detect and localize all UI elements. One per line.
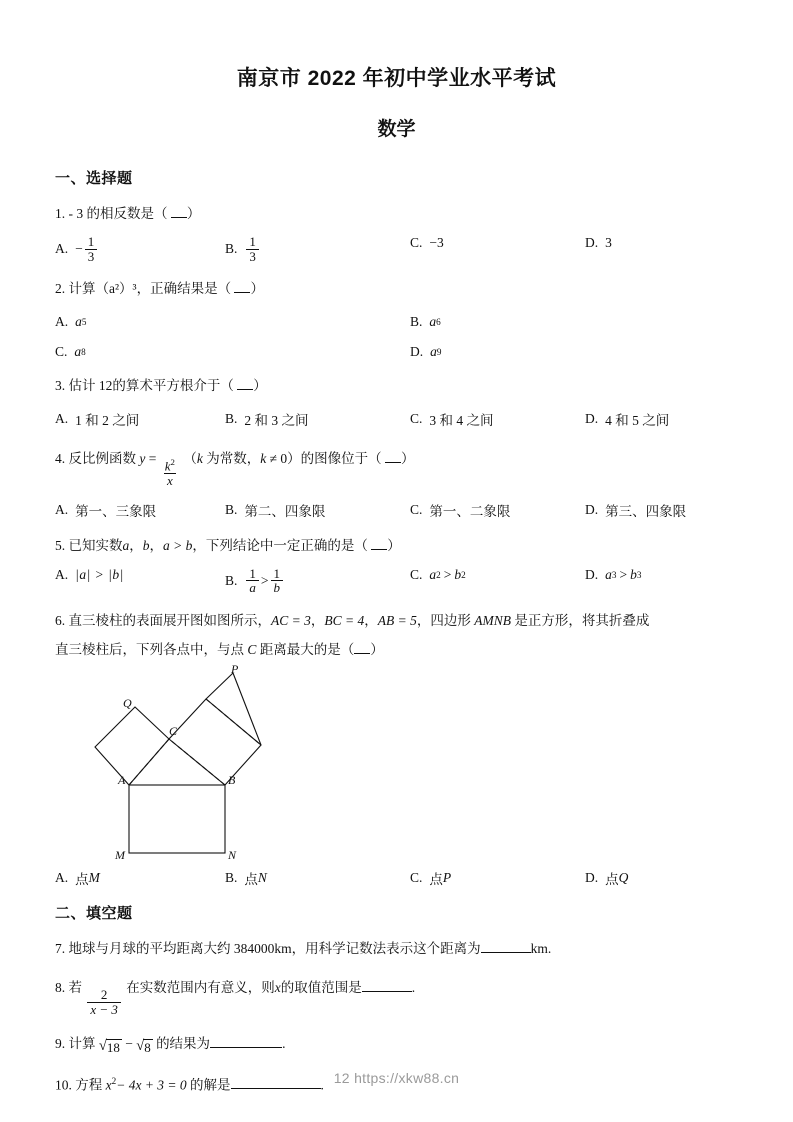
question-9-text-b: 的结果为 bbox=[156, 1036, 211, 1052]
question-7-stem bbox=[55, 939, 738, 960]
option-4-b-value: 第二、四象限 bbox=[244, 503, 326, 519]
option-3-a-value: 1 和 2 之间 bbox=[75, 413, 140, 429]
question-8-text-b: 在实数范围内有意义，则 bbox=[126, 979, 275, 995]
option-5-b-denominator-right: b bbox=[271, 580, 284, 595]
question-2-options-row-1 bbox=[55, 314, 738, 330]
question-5-text-b: ，下列结论中一定正确的是（ bbox=[192, 537, 368, 553]
option-4-c-label: C. bbox=[410, 501, 423, 517]
question-3-number: 3. bbox=[55, 378, 66, 394]
prism-net-svg bbox=[73, 661, 373, 862]
question-4-condition: ≠ 0 bbox=[269, 451, 288, 467]
option-5-d[interactable] bbox=[585, 567, 641, 583]
option-2-d-base: a bbox=[430, 344, 437, 360]
question-8-period: . bbox=[411, 979, 416, 995]
question-2-stem bbox=[55, 279, 738, 300]
option-3-d-value: 4 和 5 之间 bbox=[605, 413, 670, 429]
option-1-b-label: B. bbox=[225, 241, 238, 257]
question-2-number: 2. bbox=[55, 281, 66, 297]
question-5-stem bbox=[55, 536, 738, 557]
question-7-answer-blank[interactable] bbox=[481, 952, 531, 953]
question-5-options bbox=[55, 567, 738, 595]
question-6-ac-length: AC = 3 bbox=[271, 612, 311, 628]
option-2-a-exponent: 5 bbox=[81, 317, 87, 328]
question-5-text-a: 已知实数 bbox=[68, 537, 123, 553]
option-5-b-numerator-left: 1 bbox=[249, 565, 256, 581]
question-4-denominator: x bbox=[164, 473, 176, 488]
option-1-d-value: 3 bbox=[605, 234, 612, 250]
question-6-stem-line-2 bbox=[55, 640, 738, 661]
question-4-numerator-exponent: 2 bbox=[170, 457, 175, 468]
option-2-b-label: B. bbox=[410, 314, 423, 330]
question-1-text-end: ） bbox=[186, 206, 201, 221]
option-1-a-numerator: 1 bbox=[87, 233, 95, 249]
question-5-variable-b: b bbox=[142, 537, 150, 553]
question-4-options bbox=[55, 500, 738, 520]
apex-fold-line bbox=[206, 699, 261, 745]
question-9-radical-1 bbox=[99, 1039, 122, 1056]
option-3-c-label: C. bbox=[410, 411, 423, 427]
option-4-a[interactable] bbox=[55, 500, 225, 520]
question-6-quadrilateral: AMNB bbox=[474, 612, 511, 628]
right-rectangle-face bbox=[169, 699, 261, 785]
option-5-c-right-exponent: 2 bbox=[461, 569, 466, 580]
question-10-period: . bbox=[320, 1077, 324, 1093]
question-6-stem-line-1 bbox=[55, 611, 738, 632]
apex-edge-left bbox=[206, 673, 233, 699]
option-3-d-label: D. bbox=[585, 411, 599, 427]
question-6-bracket-blank bbox=[354, 653, 370, 654]
question-1-bracket-blank bbox=[171, 217, 187, 218]
question-9-minus: − bbox=[125, 1036, 133, 1052]
question-3-options bbox=[55, 409, 738, 429]
option-5-b-fraction-left bbox=[246, 567, 259, 595]
option-4-a-value: 第一、三象限 bbox=[75, 503, 157, 519]
question-4-text-a: 反比例函数 bbox=[68, 451, 136, 467]
question-8-answer-blank[interactable] bbox=[362, 991, 412, 992]
option-2-d[interactable] bbox=[410, 344, 441, 360]
question-3-stem bbox=[55, 376, 738, 397]
prism-net-figure bbox=[73, 661, 738, 862]
option-2-c-base: a bbox=[74, 344, 82, 360]
question-5-text-end: ） bbox=[387, 537, 401, 553]
section-heading-fill: 二、填空题 bbox=[55, 904, 133, 922]
question-10-equation-exponent: 2 bbox=[111, 1075, 117, 1086]
option-2-d-label: D. bbox=[410, 344, 424, 360]
option-1-b-denominator: 3 bbox=[246, 249, 259, 264]
question-10-number: 10. bbox=[55, 1077, 72, 1093]
option-5-c-label: C. bbox=[410, 566, 423, 582]
question-9-radical-2 bbox=[136, 1039, 152, 1056]
option-1-b-fraction bbox=[246, 235, 259, 263]
option-3-c-value: 3 和 4 之间 bbox=[429, 413, 494, 429]
option-4-b-label: B. bbox=[225, 501, 238, 517]
option-6-a[interactable] bbox=[55, 868, 225, 888]
option-1-b[interactable] bbox=[225, 235, 410, 263]
question-4-stem bbox=[55, 449, 738, 488]
question-10-text-b: 的解是 bbox=[190, 1077, 231, 1093]
question-10-equation-rest: − 4x + 3 = 0 bbox=[116, 1077, 187, 1093]
question-5-variable-a: a bbox=[122, 537, 130, 553]
option-2-b-base: a bbox=[429, 314, 437, 330]
question-4-text-c: 为常数， bbox=[206, 451, 261, 467]
question-4-fraction bbox=[162, 458, 178, 488]
option-3-a-label: A. bbox=[55, 411, 69, 427]
question-4-text-b: （ bbox=[183, 451, 197, 467]
question-4-bracket-blank bbox=[385, 462, 401, 463]
question-4-text-e: ）的图像位于（ bbox=[287, 451, 382, 467]
footer-watermark: 12 https://xkw88.cn bbox=[333, 1070, 460, 1086]
question-4-text-end: ） bbox=[401, 451, 415, 467]
question-6-point-c: C bbox=[247, 641, 257, 657]
question-6-number: 6. bbox=[55, 612, 66, 628]
question-7-number: 7. bbox=[55, 940, 66, 956]
figure-label-q: Q bbox=[123, 695, 132, 710]
question-5-number: 5. bbox=[55, 537, 66, 553]
option-2-c-label: C. bbox=[55, 344, 68, 360]
question-9-period: . bbox=[282, 1036, 286, 1052]
question-9-radicand-2: 8 bbox=[144, 1040, 151, 1056]
option-4-a-label: A. bbox=[55, 501, 69, 517]
question-8-variable-x: x bbox=[274, 979, 281, 995]
question-6-text-d: 距离最大的是（ bbox=[259, 641, 355, 657]
option-6-d[interactable] bbox=[585, 868, 628, 888]
option-1-a[interactable] bbox=[55, 235, 225, 263]
figure-label-b: B bbox=[228, 772, 236, 787]
question-10-text-a: 方程 bbox=[75, 1077, 103, 1093]
section-heading-choice: 一、选择题 bbox=[55, 170, 133, 187]
question-6-sep-1: ， bbox=[310, 612, 325, 628]
option-1-d-label: D. bbox=[585, 234, 599, 250]
question-8-number: 8. bbox=[55, 979, 66, 995]
option-1-c[interactable] bbox=[410, 235, 585, 251]
page-title: 南京市 2022 年初中学业水平考试 bbox=[236, 67, 557, 90]
option-5-b-label: B. bbox=[225, 572, 238, 588]
radical-sign-icon-2: √ bbox=[136, 1038, 145, 1055]
option-6-c-point: P bbox=[442, 869, 452, 885]
option-2-b[interactable] bbox=[410, 314, 441, 330]
option-6-a-point: M bbox=[88, 869, 100, 885]
option-2-c[interactable] bbox=[55, 344, 410, 360]
option-2-c-exponent: 8 bbox=[81, 347, 86, 358]
option-2-d-exponent: 9 bbox=[436, 347, 442, 358]
question-9-radicand-1: 18 bbox=[106, 1040, 120, 1056]
option-6-b-label: B. bbox=[225, 869, 238, 885]
option-3-a[interactable] bbox=[55, 409, 225, 429]
question-8-stem bbox=[55, 978, 738, 1017]
option-5-b-fraction-right bbox=[271, 567, 284, 595]
apex-edge-right bbox=[233, 673, 261, 745]
option-5-d-relation: > bbox=[619, 566, 628, 582]
option-6-c-label: C. bbox=[410, 869, 423, 885]
option-1-d[interactable] bbox=[585, 235, 612, 251]
question-4-variable-k: k bbox=[196, 451, 203, 467]
question-9-stem bbox=[55, 1034, 738, 1056]
question-6-text-end: ） bbox=[370, 641, 384, 657]
option-4-d-label: D. bbox=[585, 501, 599, 517]
option-5-d-left-base: a bbox=[605, 566, 612, 582]
question-6-bc-length: BC = 4 bbox=[324, 612, 365, 628]
question-5-bracket-blank bbox=[371, 549, 387, 550]
option-6-b[interactable] bbox=[225, 868, 410, 888]
option-5-c-right-base: b bbox=[454, 566, 462, 582]
option-2-a[interactable] bbox=[55, 314, 410, 330]
option-6-d-point: Q bbox=[618, 869, 629, 885]
figure-label-c: C bbox=[169, 723, 178, 738]
question-9-number: 9. bbox=[55, 1036, 66, 1052]
question-9-answer-blank[interactable] bbox=[210, 1047, 282, 1048]
question-6-options bbox=[55, 868, 738, 888]
option-2-a-base: a bbox=[75, 314, 82, 330]
option-6-c-prefix: 点 bbox=[429, 871, 443, 887]
question-8-numerator: 2 bbox=[100, 987, 108, 1003]
question-4-numerator bbox=[162, 458, 178, 473]
option-5-c-relation: > bbox=[443, 566, 452, 582]
question-5-inequality: a > b bbox=[163, 537, 193, 553]
option-5-d-left-exponent: 3 bbox=[611, 569, 617, 580]
question-4-variable-y: y bbox=[139, 451, 146, 467]
question-2-text: 计算（a²）³，正确结果是（ bbox=[68, 281, 232, 297]
question-3-text: 估计 12的算术平方根介于（ bbox=[68, 378, 234, 394]
option-5-d-right-exponent: 3 bbox=[636, 569, 642, 580]
option-1-c-value: −3 bbox=[429, 234, 444, 250]
question-6-ab-length: AB = 5 bbox=[377, 612, 417, 628]
option-4-d-value: 第三、四象限 bbox=[605, 503, 687, 519]
question-3-bracket-blank bbox=[237, 389, 253, 390]
option-5-a[interactable] bbox=[55, 567, 225, 583]
option-6-c[interactable] bbox=[410, 868, 585, 888]
option-4-c[interactable] bbox=[410, 500, 585, 520]
option-6-a-label: A. bbox=[55, 869, 69, 885]
option-3-b-value: 2 和 3 之间 bbox=[244, 413, 309, 429]
option-5-c-left-base: a bbox=[429, 566, 437, 582]
option-2-b-exponent: 6 bbox=[436, 317, 441, 328]
option-5-b-relation: > bbox=[260, 572, 269, 588]
question-2-text-end: ） bbox=[250, 281, 264, 297]
question-9-text-a: 计算 bbox=[68, 1036, 96, 1052]
option-6-b-prefix: 点 bbox=[244, 871, 258, 887]
option-3-b[interactable] bbox=[225, 409, 410, 429]
option-6-d-label: D. bbox=[585, 869, 599, 885]
figure-label-a: A bbox=[118, 772, 126, 787]
option-5-c-left-exponent: 2 bbox=[436, 569, 441, 580]
question-5-comma-1: ， bbox=[129, 537, 143, 553]
question-1-number: 1. bbox=[55, 206, 66, 221]
option-1-a-sign: − bbox=[75, 241, 83, 257]
option-3-c[interactable] bbox=[410, 409, 585, 429]
figure-label-m: M bbox=[115, 847, 125, 862]
question-6-sep-2: ， bbox=[364, 612, 378, 628]
question-6-text-a: 直三棱柱的表面展开图如图所示， bbox=[68, 612, 271, 628]
question-4-equals: = bbox=[148, 451, 157, 467]
subject-title: 数学 bbox=[377, 119, 416, 140]
question-4-number: 4. bbox=[55, 451, 66, 467]
figure-label-n: N bbox=[228, 847, 237, 862]
question-1-stem bbox=[55, 204, 738, 225]
question-6-text-c: 直三棱柱后，下列各点中，与点 bbox=[55, 641, 244, 657]
option-5-d-right-base: b bbox=[630, 566, 637, 582]
option-3-d[interactable] bbox=[585, 409, 669, 429]
option-5-c[interactable] bbox=[410, 567, 585, 583]
option-6-a-prefix: 点 bbox=[75, 871, 89, 887]
question-2-bracket-blank bbox=[234, 292, 250, 293]
question-1-options bbox=[55, 235, 738, 263]
question-1-text: - 3 的相反数是（ bbox=[68, 206, 168, 221]
option-4-b[interactable] bbox=[225, 500, 410, 520]
question-8-text-c: 的取值范围是 bbox=[280, 979, 362, 995]
figure-label-p: P bbox=[231, 661, 239, 676]
question-4-variable-k2: k bbox=[260, 451, 267, 467]
option-5-b-denominator-left: a bbox=[246, 580, 259, 595]
question-6-sep-3: ，四边形 bbox=[416, 612, 471, 628]
question-10-equation-base: x bbox=[105, 1077, 112, 1093]
option-1-c-label: C. bbox=[410, 234, 423, 250]
question-7-text-b: km. bbox=[530, 940, 552, 956]
question-3-text-end: ） bbox=[253, 378, 267, 394]
option-1-a-fraction bbox=[85, 235, 98, 263]
question-8-fraction bbox=[87, 988, 121, 1016]
question-8-text-a: 若 bbox=[68, 979, 82, 995]
option-4-c-value: 第一、二象限 bbox=[429, 503, 511, 519]
option-5-d-label: D. bbox=[585, 566, 599, 582]
option-6-d-prefix: 点 bbox=[605, 871, 619, 887]
radical-sign-icon: √ bbox=[98, 1038, 107, 1055]
option-5-a-label: A. bbox=[55, 566, 69, 582]
question-5-comma-2: ， bbox=[149, 537, 163, 553]
option-2-a-label: A. bbox=[55, 314, 69, 330]
option-4-d[interactable] bbox=[585, 500, 686, 520]
question-4-numerator-base: k bbox=[164, 458, 171, 474]
square-amnb bbox=[129, 785, 225, 853]
question-2-options-row-2 bbox=[55, 344, 738, 360]
question-8-denominator: x − 3 bbox=[87, 1002, 121, 1017]
option-5-a-value: |a| > |b| bbox=[75, 566, 124, 582]
option-3-b-label: B. bbox=[225, 411, 238, 427]
option-1-a-label: A. bbox=[55, 241, 69, 257]
option-6-b-point: N bbox=[257, 869, 267, 885]
option-1-a-denominator: 3 bbox=[85, 249, 98, 264]
question-6-text-b: 是正方形，将其折叠成 bbox=[514, 612, 650, 628]
option-1-b-numerator: 1 bbox=[249, 233, 256, 249]
left-rectangle-face bbox=[95, 707, 169, 785]
question-10-answer-blank[interactable] bbox=[231, 1088, 321, 1089]
option-5-b-numerator-right: 1 bbox=[273, 565, 281, 581]
option-5-b[interactable] bbox=[225, 567, 410, 595]
question-7-text-a: 地球与月球的平均距离大约 384000km，用科学记数法表示这个距离为 bbox=[68, 940, 481, 956]
